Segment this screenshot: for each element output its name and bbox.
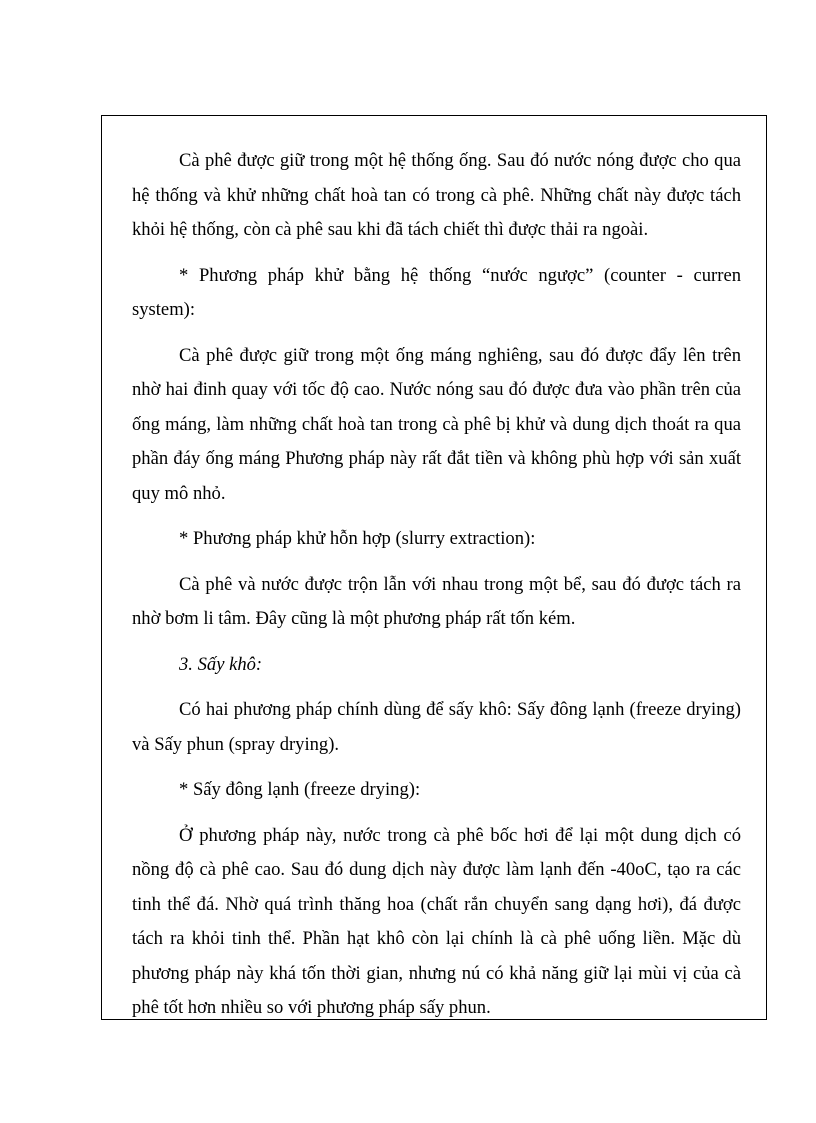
heading-counter-current-method: * Phương pháp khử bằng hệ thống “nước ngược” (counter - curren system): [132, 264, 741, 320]
paragraph-drying-methods: Có hai phương pháp chính dùng để sấy khô: Sấy đông lạnh (freeze drying) và Sấy phun (spray drying). [132, 699, 741, 755]
page-border-frame [101, 115, 767, 1020]
document-body [132, 144, 741, 1037]
paragraph-pipe-extraction: Cà phê được giữ trong một hệ thống ống. Sau đó nước nóng được cho qua hệ thống và khử những chất hoà tan có trong cà phê. Những chất này được tách khỏi hệ thống, còn cà phê sau khi đã tách chiết thì được thải ra ngoài. [132, 150, 741, 240]
paragraph-freeze-drying: Ở phương pháp này, nước trong cà phê bốc hơi để lại một dung dịch có nồng độ cà phê cao. Sau đó dung dịch này được làm lạnh đến -40oC, tạo ra các tinh thể đá. Nhờ quá trình thăng hoa (chất rắn chuyển sang dạng hơi), đá được tách ra khỏi tinh thể. Phần hạt khô còn lại chính là cà phê uống liền. Mặc dù phương pháp này khá tốn thời gian, nhưng nú có khả năng giữ lại mùi vị của cà phê tốt hơn nhiều so với phương pháp sấy phun. [132, 824, 741, 1018]
heading-slurry-extraction: * Phương pháp khử hỗn hợp (slurry extraction): [179, 528, 536, 549]
paragraph-counter-current: Cà phê được giữ trong một ống máng nghiêng, sau đó được đẩy lên trên nhờ hai đinh quay với tốc độ cao. Nước nóng sau đó được đưa vào phần trên của ống máng, làm những chất hoà tan trong cà phê bị khử và dung dịch thoát ra qua phần đáy ống máng Phương pháp này rất đắt tiền và không phù hợp với sản xuất quy mô nhỏ. [132, 344, 741, 504]
heading-freeze-drying: * Sấy đông lạnh (freeze drying): [179, 779, 421, 800]
section-heading-drying: 3. Sấy khô: [179, 653, 263, 675]
paragraph-slurry-extraction: Cà phê và nước được trộn lẫn với nhau trong một bể, sau đó được tách ra nhờ bơm li tâm. Đây cũng là một phương pháp rất tốn kém. [132, 573, 741, 629]
